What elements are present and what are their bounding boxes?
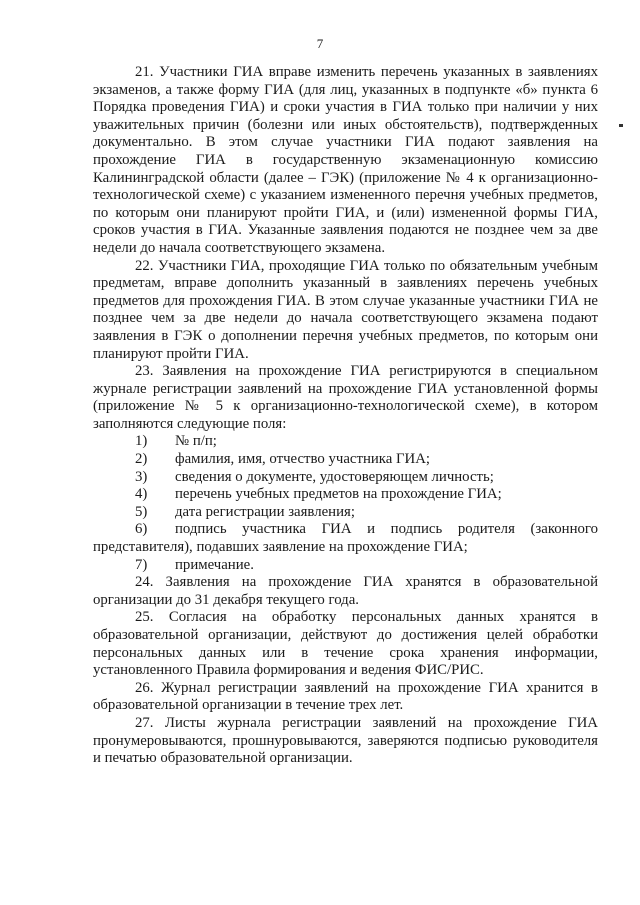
list-item-text: дата регистрации заявления;: [175, 503, 355, 520]
list-item-text: подпись участника ГИА и подпись родителя (законного представителя), подавших заявление на прохождение ГИА;: [93, 521, 598, 556]
list-item-text: примечание.: [175, 556, 254, 573]
list-item-text: сведения о документе, удостоверяющем личность;: [175, 468, 494, 485]
paragraph-21: 21. Участники ГИА вправе изменить перечень указанных в заявлениях экзаменов, а также форму ГИА (для лиц, указанных в подпункте «б» пункта 6 Порядка проведения ГИА) и сроки участия в ГИА только при наличии у них уважительных причин (болезни или иных обстоятельств), подтвержденных документально. В этом случае участники ГИА подают заявления на прохождение ГИА в государственную экзаменационную комиссию Калининградской области (далее – ГЭК) (приложение № 4 к организационно-технологической схеме) с указанием измененного перечня учебных предметов, по которым они планируют пройти ГИА, и (или) измененной формы ГИА, сроков участия в ГИА. Указанные заявления подаются не позднее чем за две недели до начала соответствующего экзамена.: [93, 64, 598, 256]
list-item: [93, 521, 598, 556]
list-item-number: 3): [135, 468, 148, 485]
fields-list: [93, 433, 598, 574]
paragraph-25: 25. Согласия на обработку персональных данных хранятся в образовательной организации, действуют до достижения целей обработки персональных данных или в течение срока хранения информации, установленного Правила формирования и ведения ФИС/РИС.: [93, 609, 598, 679]
list-item: [93, 504, 598, 522]
list-item: [93, 451, 598, 469]
list-item-number: 1): [135, 433, 148, 450]
paragraph-24: 24. Заявления на прохождение ГИА хранятся в образовательной организации до 31 декабря текущего года.: [93, 574, 598, 608]
list-item: [93, 469, 598, 487]
list-item-number: 7): [135, 556, 148, 573]
paragraph-23: 23. Заявления на прохождение ГИА регистрируются в специальном журнале регистрации заявлений на прохождение ГИА установленной формы (приложение № 5 к организационно-технологической схеме), в котором заполняются следующие поля:: [93, 363, 598, 432]
list-item-text: перечень учебных предметов на прохождение ГИА;: [175, 486, 502, 503]
margin-mark: [619, 124, 623, 127]
list-item: [93, 433, 598, 451]
paragraph-22: 22. Участники ГИА, проходящие ГИА только по обязательным учебным предметам, вправе дополнить указанный в заявлениях перечень учебных предметов для прохождения ГИА. В этом случае указанные участники ГИА не позднее чем за две недели до начала соответствующего экзамена подают заявления в ГЭК о дополнении перечня учебных предметов, по которым они планируют пройти ГИА.: [93, 257, 598, 362]
list-item-number: 6): [135, 521, 148, 538]
list-item-number: 5): [135, 503, 148, 520]
list-item-text: фамилия, имя, отчество участника ГИА;: [175, 451, 431, 468]
list-item: [93, 486, 598, 504]
paragraph-27: 27. Листы журнала регистрации заявлений на прохождение ГИА пронумеровываются, прошнуровываются, заверяются подписью руководителя и печатью образовательной организации.: [93, 714, 598, 767]
list-item: [93, 557, 598, 575]
list-item-number: 4): [135, 486, 148, 503]
list-item-text: № п/п;: [175, 433, 217, 450]
list-item-number: 2): [135, 451, 148, 468]
document-body: [93, 64, 598, 768]
paragraph-26: 26. Журнал регистрации заявлений на прохождение ГИА хранится в образовательной организации в течение трех лет.: [93, 679, 598, 714]
page-number: 7: [316, 36, 324, 51]
